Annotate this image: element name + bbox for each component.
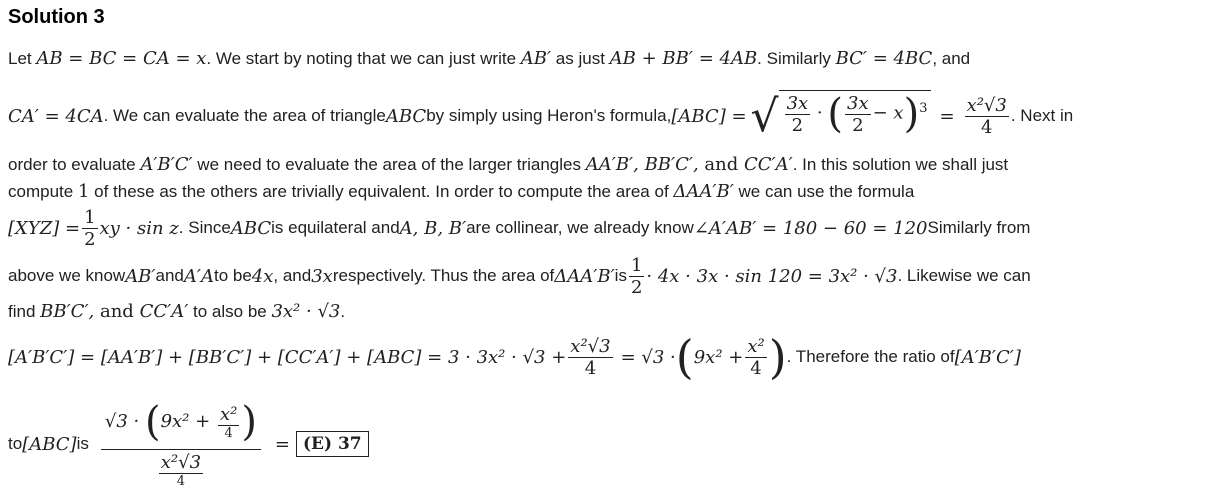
solution-heading: Solution 3 <box>8 6 105 28</box>
radical-sign: √ <box>750 90 779 142</box>
math: CC′A′ <box>744 154 793 175</box>
math: · 4x · 3x · sin 120 = 3x² · √3 <box>646 265 898 287</box>
text: . In this solution we shall just <box>792 155 1009 174</box>
fraction: $\frac{3x}{2}$ <box>847 92 869 136</box>
math: BC′ = 4BC <box>835 48 933 69</box>
math: ΔAA′B′ <box>673 181 734 202</box>
math: and <box>698 154 744 175</box>
math: CC′A′ <box>139 301 189 322</box>
text: by simply using Heron's formula, <box>426 106 672 125</box>
math: AB + BB′ = 4AB <box>609 48 758 69</box>
radical-body: $\frac{3x}{2}$ · ( $\frac{3x}{2}$ − x)$^3$ <box>779 90 932 137</box>
fraction: $\frac{3x}{2}$ <box>786 92 809 136</box>
paragraph-line-3 <box>8 154 1008 175</box>
fraction: $\frac{\text{x²√3}}{4}$ <box>966 94 1007 138</box>
ratio-fraction: √3 · (9x² + $\frac{\text{x²}}{4}$ ) $\frac{\text{x²√3}}{4}$ <box>101 399 261 489</box>
math: and <box>94 301 140 322</box>
math: AB′ <box>520 48 552 69</box>
text: , and <box>273 266 312 285</box>
text: , and <box>932 49 971 68</box>
text: compute <box>8 182 78 201</box>
text: . Likewise we can <box>897 266 1031 285</box>
fraction: $\frac{1}{2}$ <box>84 206 96 250</box>
math: [A′B′C′] = [AA′B′] + [BB′C′] + [CC′A′] + [ABC] = 3 · 3x² · √3 + <box>8 346 567 368</box>
text: to <box>8 434 23 453</box>
text: respectively. Thus the area of <box>332 266 555 285</box>
fraction: $\frac{\text{x²√3}}{4}$ <box>160 452 202 489</box>
text: order to evaluate <box>8 155 141 174</box>
fraction: $\frac{1}{2}$ <box>630 254 643 298</box>
paragraph-line-4 <box>8 181 914 202</box>
text: . We start by noting that we can just write <box>206 49 521 68</box>
paragraph-line-2 <box>8 78 1073 154</box>
math: = √3 · <box>620 346 676 368</box>
paragraph-line-5 <box>8 202 1030 254</box>
text: . Similarly <box>757 49 836 68</box>
math: xy · sin z <box>99 217 179 239</box>
math: [XYZ] = <box>8 217 81 239</box>
math: AA′B′, BB′C′, <box>585 154 699 175</box>
math: [ABC] <box>22 433 77 455</box>
answer-box: (E) 37 <box>296 431 369 457</box>
math: ∠A′AB′ = 180 − 60 = 120 <box>693 217 928 239</box>
math: ABC <box>230 217 272 239</box>
math: 3x² · √3 <box>271 301 341 322</box>
text: . Since <box>178 218 231 237</box>
math: A′A <box>183 265 214 287</box>
text: is equilateral and <box>271 218 400 237</box>
text: . We can evaluate the area of triangle <box>103 106 386 125</box>
paragraph-line-8: [A′B′C′] = [AA′B′] + [BB′C′] + [CC′A′] + [ABC] = 3 · 3x² · √3 + $\frac{\text{x²√3}}{4}$ = √3 · ( 9x² + $\frac{\text{x²}}{4}$ ) . Therefore the ratio of [A′B′C′] <box>8 330 1021 384</box>
text: are collinear, we already know <box>466 218 694 237</box>
math: 9x² + <box>693 346 744 368</box>
paragraph-line-7 <box>8 301 345 322</box>
math: ABC <box>385 105 427 127</box>
text: . Therefore the ratio of <box>786 347 955 366</box>
paragraph-line-9 <box>8 392 369 496</box>
math: AB = BC = CA = x <box>36 48 207 69</box>
text: find <box>8 302 41 321</box>
math: A′B′C′ <box>140 154 193 175</box>
text: above we know <box>8 266 126 285</box>
text: to be <box>213 266 252 285</box>
fraction: $\frac{\text{x²√3}}{4}$ <box>570 335 611 379</box>
text: to also be <box>188 302 272 321</box>
math: [A′B′C′] <box>954 346 1021 368</box>
text: . <box>340 302 346 321</box>
math: CA′ = 4CA <box>8 105 104 127</box>
text: . Next in <box>1010 106 1074 125</box>
fraction: $\frac{\text{x²}}{4}$ <box>219 403 238 441</box>
equals: = <box>274 433 291 455</box>
math: 3x <box>311 265 333 287</box>
equals: = <box>939 105 955 127</box>
paragraph-line-6 <box>8 250 1031 302</box>
math: 4x <box>251 265 274 287</box>
text: as just <box>551 49 610 68</box>
math: AB′ <box>125 265 156 287</box>
text: of these as the others are trivially equivalent. In order to compute the area of <box>89 182 674 201</box>
heron-lhs: [ABC] = <box>671 105 747 127</box>
text: we can use the formula <box>733 182 915 201</box>
text: we need to evaluate the area of the larger triangles <box>192 155 586 174</box>
text: is <box>614 266 627 285</box>
math: ΔAA′B′ <box>554 265 615 287</box>
text: is <box>76 434 89 453</box>
fraction: $\frac{\text{x²}}{4}$ <box>747 335 765 379</box>
text: Similarly from <box>927 218 1031 237</box>
math: A, B, B′ <box>399 217 467 239</box>
paragraph-line-1 <box>8 48 970 69</box>
text: and <box>155 266 184 285</box>
math: BB′C′, <box>40 301 95 322</box>
square-root <box>751 91 932 142</box>
text: Let <box>8 49 37 68</box>
exponent: 3 <box>919 100 928 116</box>
math: 1 <box>77 181 90 202</box>
